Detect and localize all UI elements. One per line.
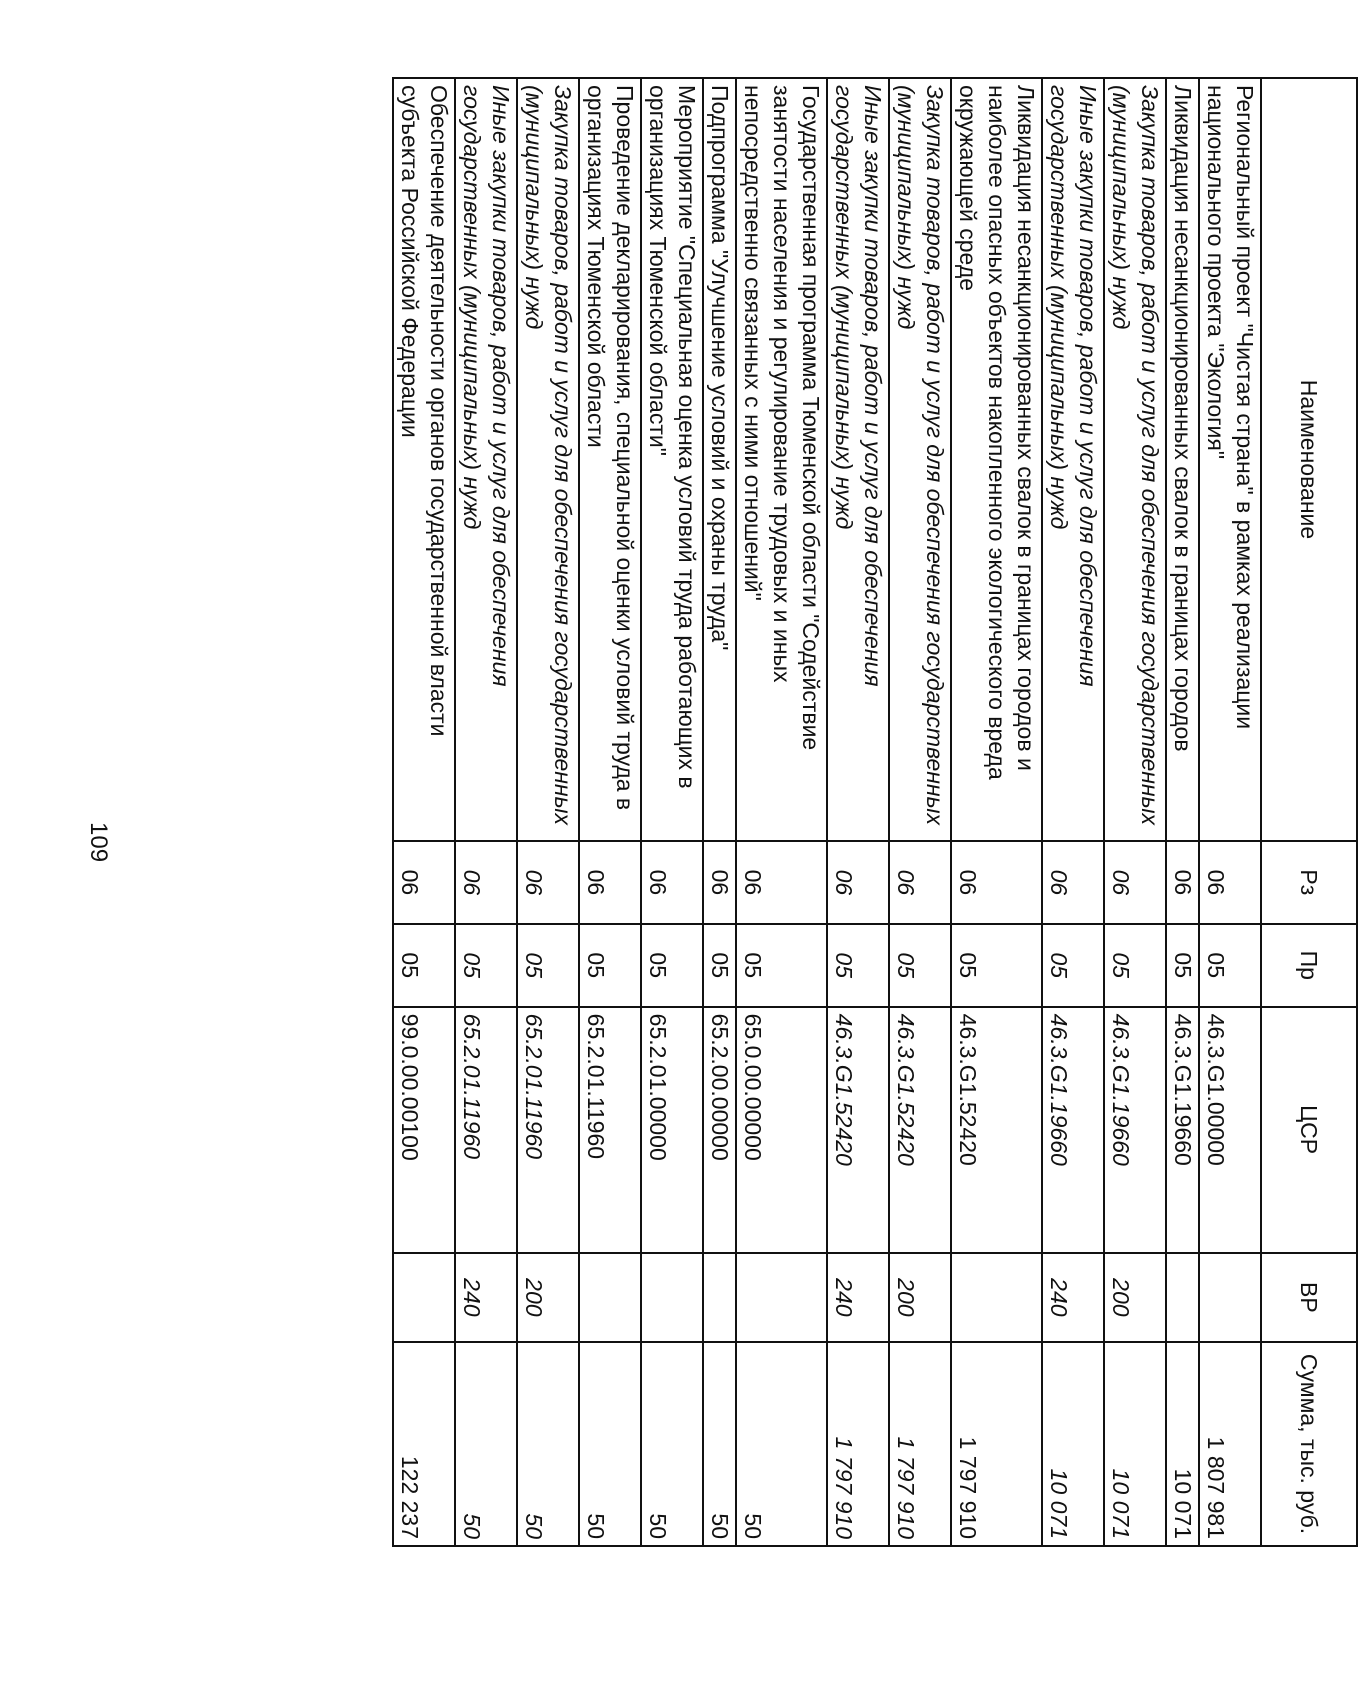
- table-row: [455, 78, 517, 1546]
- cell-name: Проведение декларирования, специальной оценки условий труда в организациях Тюменской области: [579, 78, 641, 841]
- cell-rz: 06: [455, 841, 517, 924]
- header-pr: Пр: [1261, 924, 1357, 1007]
- cell-pr: 05: [1042, 924, 1104, 1007]
- cell-rz: 06: [517, 841, 579, 924]
- table-row: [1166, 78, 1199, 1546]
- table-row: [889, 78, 951, 1546]
- cell-name: Закупка товаров, работ и услуг для обеспечения государственных (муниципальных) нужд: [1104, 78, 1166, 841]
- cell-vr: [579, 1253, 641, 1342]
- cell-vr: 200: [1104, 1253, 1166, 1342]
- cell-name: Иные закупки товаров, работ и услуг для обеспечения государственных (муниципальных) нужд: [455, 78, 517, 841]
- cell-vr: [393, 1253, 455, 1342]
- cell-pr: 05: [1199, 924, 1261, 1007]
- cell-sum: 1 797 910: [827, 1342, 889, 1546]
- cell-pr: 05: [827, 924, 889, 1007]
- cell-vr: 200: [517, 1253, 579, 1342]
- header-rz: Рз: [1261, 841, 1357, 924]
- cell-sum: 1 797 910: [951, 1342, 1042, 1546]
- cell-name: Ликвидация несанкционированных свалок в границах городов: [1166, 78, 1199, 841]
- cell-csr: 65.2.01.11960: [455, 1007, 517, 1253]
- cell-name: Подпрограмма "Улучшение условий и охраны труда": [703, 78, 736, 841]
- budget-table-container: [397, 77, 1358, 1547]
- cell-pr: 05: [393, 924, 455, 1007]
- cell-name: Региональный проект "Чистая страна" в рамках реализации национального проекта "Экология": [1199, 78, 1261, 841]
- cell-rz: 06: [1166, 841, 1199, 924]
- cell-vr: [1166, 1253, 1199, 1342]
- cell-name: Закупка товаров, работ и услуг для обеспечения государственных (муниципальных) нужд: [517, 78, 579, 841]
- cell-csr: 65.2.00.00000: [703, 1007, 736, 1253]
- cell-csr: 46.3.G1.19660: [1042, 1007, 1104, 1253]
- cell-csr: 46.3.G1.52420: [889, 1007, 951, 1253]
- cell-sum: 50: [736, 1342, 827, 1546]
- cell-vr: 200: [889, 1253, 951, 1342]
- cell-rz: 06: [827, 841, 889, 924]
- cell-csr: 65.2.01.00000: [641, 1007, 703, 1253]
- cell-vr: 240: [827, 1253, 889, 1342]
- cell-sum: 10 071: [1104, 1342, 1166, 1546]
- cell-pr: 05: [517, 924, 579, 1007]
- table-row: [517, 78, 579, 1546]
- cell-sum: 50: [703, 1342, 736, 1546]
- cell-sum: 50: [517, 1342, 579, 1546]
- cell-sum: 10 071: [1042, 1342, 1104, 1546]
- cell-name: Обеспечение деятельности органов государственной власти субъекта Российской Федерации: [393, 78, 455, 841]
- cell-pr: 05: [641, 924, 703, 1007]
- cell-pr: 05: [1166, 924, 1199, 1007]
- cell-rz: 06: [1042, 841, 1104, 924]
- cell-csr: 46.3.G1.19660: [1166, 1007, 1199, 1253]
- cell-sum: 50: [641, 1342, 703, 1546]
- cell-vr: 240: [1042, 1253, 1104, 1342]
- cell-csr: 99.0.00.00100: [393, 1007, 455, 1253]
- table-row: [827, 78, 889, 1546]
- table-row: [393, 78, 455, 1546]
- cell-pr: 05: [455, 924, 517, 1007]
- cell-sum: 122 237: [393, 1342, 455, 1546]
- cell-pr: 05: [951, 924, 1042, 1007]
- table-row: [1199, 78, 1261, 1546]
- cell-vr: [1199, 1253, 1261, 1342]
- cell-vr: [703, 1253, 736, 1342]
- cell-pr: 05: [889, 924, 951, 1007]
- cell-pr: 05: [579, 924, 641, 1007]
- cell-rz: 06: [1199, 841, 1261, 924]
- cell-name: Мероприятие "Специальная оценка условий труда работающих в организациях Тюменской области": [641, 78, 703, 841]
- cell-csr: 65.2.01.11960: [517, 1007, 579, 1253]
- cell-vr: [951, 1253, 1042, 1342]
- cell-csr: 65.0.00.00000: [736, 1007, 827, 1253]
- cell-csr: 65.2.01.11960: [579, 1007, 641, 1253]
- cell-sum: 10 071: [1166, 1342, 1199, 1546]
- cell-csr: 46.3.G1.52420: [827, 1007, 889, 1253]
- cell-pr: 05: [736, 924, 827, 1007]
- cell-name: Закупка товаров, работ и услуг для обеспечения государственных (муниципальных) нужд: [889, 78, 951, 841]
- header-vr: ВР: [1261, 1253, 1357, 1342]
- cell-csr: 46.3.G1.00000: [1199, 1007, 1261, 1253]
- cell-rz: 06: [641, 841, 703, 924]
- cell-sum: 50: [579, 1342, 641, 1546]
- cell-name: Государственная программа Тюменской области "Содействие занятости населения и регулирование трудовых и иных непосредственно связанных с ними отношений": [736, 78, 827, 841]
- cell-vr: [641, 1253, 703, 1342]
- table-row: [641, 78, 703, 1546]
- table-row: [1104, 78, 1166, 1546]
- cell-rz: 06: [393, 841, 455, 924]
- header-sum: Сумма, тыс. руб.: [1261, 1342, 1357, 1546]
- cell-rz: 06: [579, 841, 641, 924]
- cell-rz: 06: [1104, 841, 1166, 924]
- cell-rz: 06: [889, 841, 951, 924]
- cell-sum: 1 807 981: [1199, 1342, 1261, 1546]
- cell-csr: 46.3.G1.19660: [1104, 1007, 1166, 1253]
- cell-sum: 50: [455, 1342, 517, 1546]
- budget-table: [392, 77, 1358, 1547]
- cell-sum: 1 797 910: [889, 1342, 951, 1546]
- cell-pr: 05: [703, 924, 736, 1007]
- cell-name: Иные закупки товаров, работ и услуг для обеспечения государственных (муниципальных) нужд: [1042, 78, 1104, 841]
- cell-rz: 06: [951, 841, 1042, 924]
- cell-rz: 06: [736, 841, 827, 924]
- cell-name: Иные закупки товаров, работ и услуг для обеспечения государственных (муниципальных) нужд: [827, 78, 889, 841]
- table-row: [1042, 78, 1104, 1546]
- table-row: [951, 78, 1042, 1546]
- cell-vr: [736, 1253, 827, 1342]
- table-body: [393, 78, 1261, 1546]
- cell-rz: 06: [703, 841, 736, 924]
- table-row: [579, 78, 641, 1546]
- table-row: [703, 78, 736, 1546]
- cell-name: Ликвидация несанкционированных свалок в границах городов и наиболее опасных объектов накопленного экологического вреда окружающей среде: [951, 78, 1042, 841]
- table-header-row: [1261, 78, 1357, 1546]
- cell-csr: 46.3.G1.52420: [951, 1007, 1042, 1253]
- header-name: Наименование: [1261, 78, 1357, 841]
- table-row: [736, 78, 827, 1546]
- cell-pr: 05: [1104, 924, 1166, 1007]
- header-csr: ЦСР: [1261, 1007, 1357, 1253]
- cell-vr: 240: [455, 1253, 517, 1342]
- page-number: 109: [85, 822, 112, 863]
